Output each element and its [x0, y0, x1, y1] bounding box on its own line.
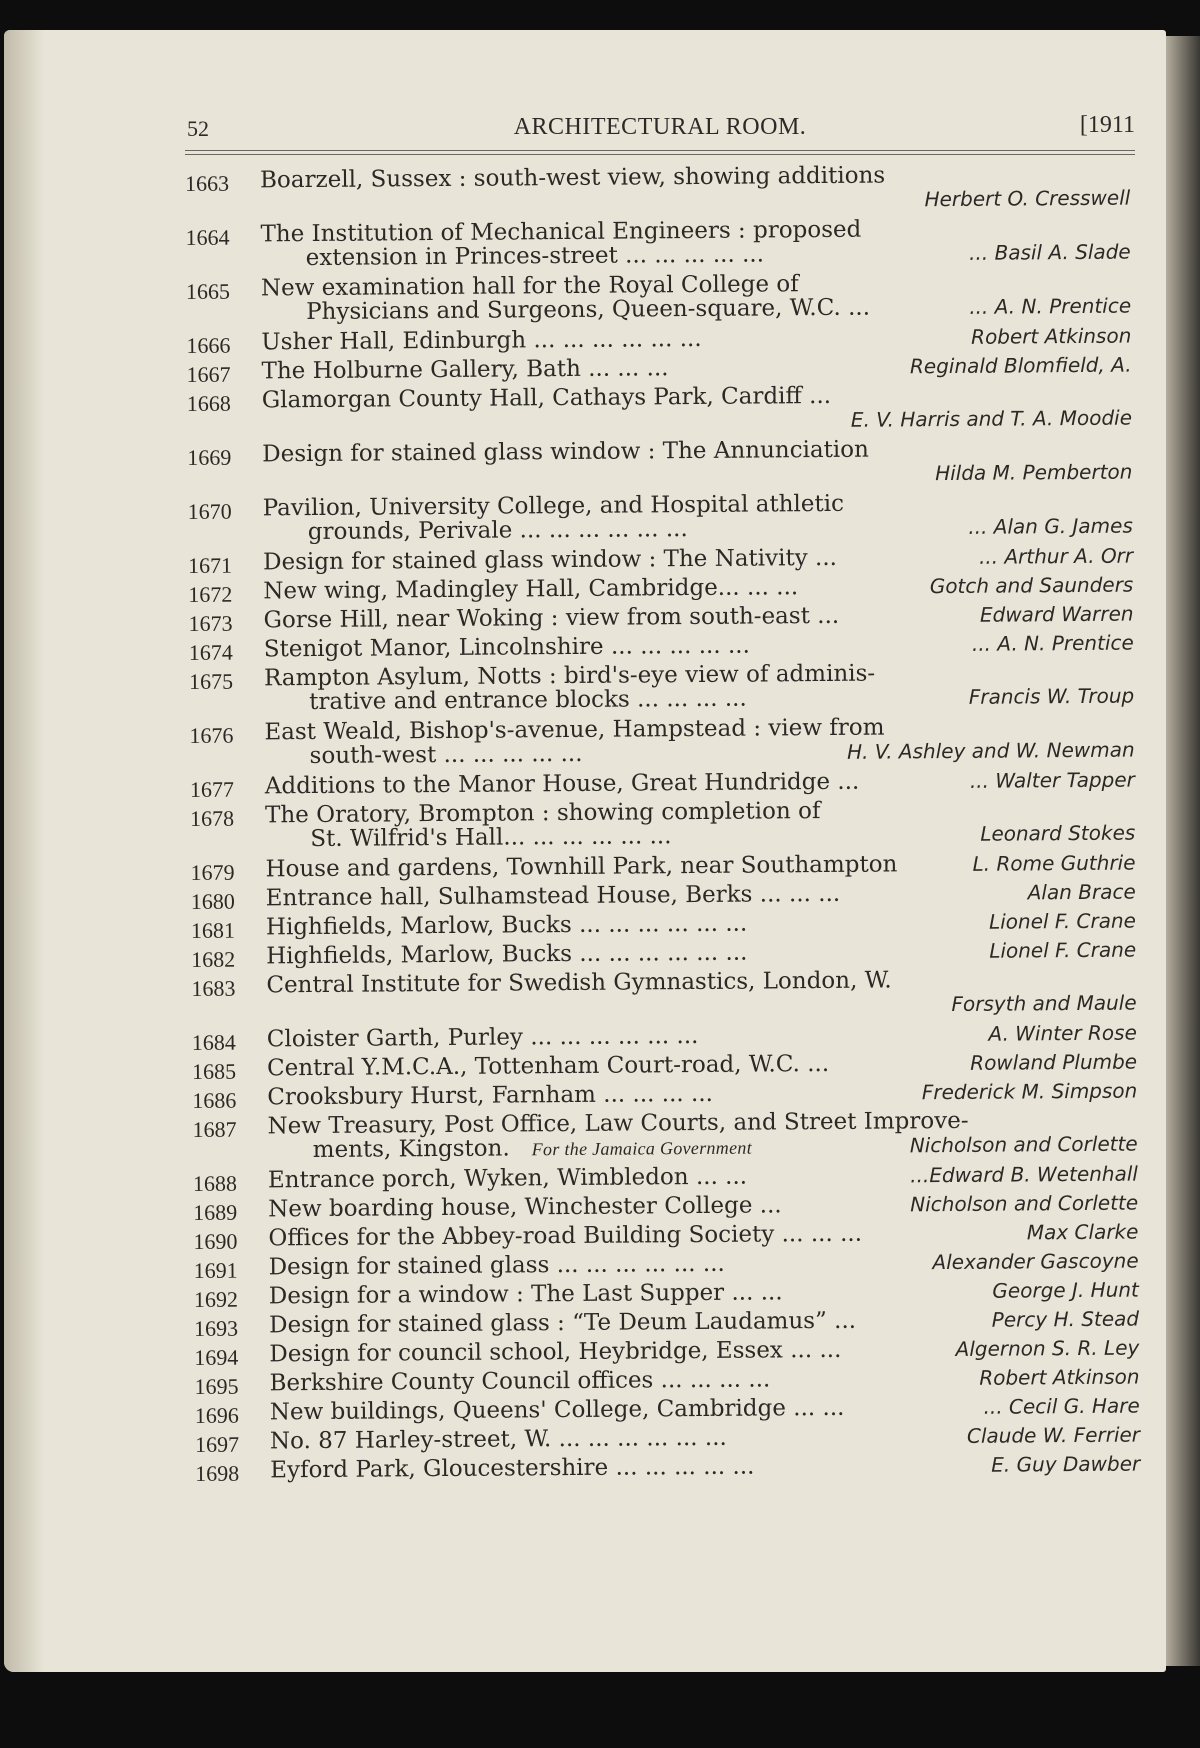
entry-number: 1687 — [192, 1116, 237, 1142]
entry-number: 1670 — [187, 498, 232, 524]
architect-name: Hilda M. Pemberton — [935, 459, 1133, 486]
entry-number: 1698 — [195, 1460, 240, 1486]
entry-title: Gorse Hill, near Woking : view from south-east ... — [263, 602, 840, 634]
architect-name: ... Alan G. James — [968, 513, 1133, 539]
architect-name: Alan Brace — [1027, 879, 1136, 905]
entry-title: Design for stained glass : “Te Deum Laudamus” ... — [268, 1307, 857, 1339]
catalogue-entry — [192, 1106, 1152, 1168]
architect-name: Robert Atkinson — [979, 1364, 1140, 1390]
architect-name: Francis W. Troup — [968, 683, 1135, 709]
page-header — [185, 110, 1135, 150]
entry-title: Usher Hall, Edinburgh ... ... ... ... ... ... — [261, 325, 702, 356]
entry-title: Design for stained glass window : The Annunciation — [262, 436, 869, 468]
entry-title: New examination hall for the Royal College of — [260, 271, 799, 302]
entry-title: New Treasury, Post Office, Law Courts, and Street Improve- — [267, 1107, 969, 1140]
entry-title: Central Institute for Swedish Gymnastics, London, W. — [266, 967, 892, 999]
architect-name: Algernon S. R. Ley — [955, 1335, 1140, 1361]
architect-name: ... Arthur A. Orr — [978, 543, 1134, 569]
entry-title: Stenigot Manor, Lincolnshire ... ... ... ... ... — [263, 632, 750, 663]
entry-number: 1686 — [192, 1087, 237, 1113]
entry-number: 1677 — [189, 776, 234, 802]
entry-title: The Institution of Mechanical Engineers : proposed — [260, 216, 862, 248]
catalogue-entry — [187, 380, 1147, 442]
entry-title-continued — [309, 686, 747, 715]
architect-name: Lionel F. Crane — [988, 908, 1137, 934]
architect-name: ... Walter Tapper — [969, 767, 1135, 793]
entry-number: 1680 — [190, 888, 235, 914]
entry-number: 1692 — [193, 1286, 238, 1312]
entry-title: Offices for the Abbey-road Building Society ... ... ... — [268, 1220, 863, 1252]
entry-title: New buildings, Queens' College, Cambridge ... ... — [269, 1394, 845, 1426]
entry-title-continued-text: trative and entrance blocks ... ... ... ... — [309, 685, 747, 716]
entry-title-continued — [306, 241, 764, 271]
entry-number: 1669 — [187, 444, 232, 470]
catalogue-entry — [185, 214, 1145, 276]
architect-name: E. V. Harris and T. A. Moodie — [850, 405, 1133, 432]
entry-title: The Oratory, Brompton : showing completion of — [264, 798, 821, 829]
entry-number: 1697 — [194, 1431, 240, 1457]
architect-name: E. Guy Dawber — [991, 1451, 1141, 1477]
entry-title: Entrance porch, Wyken, Wimbledon ... ... — [267, 1163, 748, 1194]
entry-title: New boarding house, Winchester College ... — [268, 1192, 782, 1223]
entry-title-continued-text: extension in Princes-street ... ... ... ... ... — [305, 241, 765, 272]
entry-number: 1664 — [185, 224, 230, 250]
header-rule-double — [185, 154, 1135, 155]
header-rule — [185, 150, 1135, 151]
architect-name: ... A. N. Prentice — [971, 630, 1134, 656]
entry-title: Additions to the Manor House, Great Hundridge ... — [264, 768, 860, 800]
entry-number: 1693 — [194, 1315, 239, 1341]
architect-name: Herbert O. Cresswell — [924, 185, 1131, 212]
entry-number: 1667 — [186, 361, 231, 387]
architect-name: Alexander Gascoyne — [932, 1248, 1139, 1275]
entry-title: House and gardens, Townhill Park, near Southampton — [265, 851, 898, 883]
entry-title-continued — [313, 1134, 752, 1164]
catalogue-entry — [189, 658, 1149, 720]
entry-title: The Holburne Gallery, Bath ... ... ... — [261, 355, 669, 385]
architect-name: George J. Hunt — [992, 1277, 1139, 1303]
entry-number: 1678 — [190, 805, 235, 831]
entry-number: 1689 — [193, 1199, 238, 1225]
entry-title-continued-text: south-west ... ... ... ... ... — [309, 740, 583, 770]
architect-name: Frederick M. Simpson — [921, 1078, 1138, 1105]
entry-title: New wing, Madingley Hall, Cambridge... ... ... — [263, 574, 799, 605]
entry-title: No. 87 Harley-street, W. ... ... ... ... ... ... — [269, 1424, 727, 1455]
architect-name: Forsyth and Maule — [951, 990, 1137, 1017]
year-marker: [1911 — [1079, 112, 1135, 138]
entry-number: 1668 — [186, 390, 231, 416]
entry-number: 1671 — [188, 552, 233, 578]
entry-title: Design for a window : The Last Supper ... ... — [268, 1279, 783, 1310]
entry-number: 1694 — [194, 1344, 239, 1370]
entry-title: Eyford Park, Gloucestershire ... ... ... ... ... — [270, 1453, 755, 1484]
architect-name: Leonard Stokes — [980, 820, 1136, 846]
entry-title-continued — [310, 741, 583, 769]
catalogue-entry — [190, 795, 1150, 857]
entry-number: 1682 — [191, 946, 236, 972]
architect-name: L. Rome Guthrie — [972, 850, 1136, 876]
entry-title: Berkshire County Council offices ... ... ... ... — [269, 1366, 771, 1397]
entry-title: Glamorgan County Hall, Cathays Park, Cardiff ... — [261, 382, 832, 414]
architect-name: Percy H. Stead — [991, 1306, 1140, 1332]
catalogue-entry — [186, 268, 1146, 330]
entry-title: Pavilion, University College, and Hospital athletic — [262, 490, 845, 522]
entry-number: 1679 — [190, 859, 235, 885]
entry-number: 1676 — [189, 722, 234, 748]
architect-name: Robert Atkinson — [971, 323, 1132, 349]
architect-name: A. Winter Rose — [988, 1020, 1137, 1046]
entry-number: 1690 — [193, 1228, 238, 1254]
entry-number: 1673 — [188, 610, 233, 636]
architect-name: Lionel F. Crane — [989, 937, 1137, 963]
entry-number: 1675 — [188, 668, 234, 694]
entry-number: 1683 — [191, 975, 236, 1001]
entry-number: 1681 — [190, 917, 236, 943]
entry-title-continued — [310, 823, 671, 852]
architect-name: Max Clarke — [1026, 1219, 1139, 1245]
catalogue-entry — [189, 712, 1149, 774]
entry-title: Central Y.M.C.A., Tottenham Court-road, W.C. ... — [266, 1050, 830, 1082]
entry-title-continued-text: Physicians and Surgeons, Queen-square, W.C. ... — [306, 294, 871, 326]
entry-number: 1696 — [194, 1402, 239, 1428]
architect-name: Edward Warren — [979, 601, 1134, 627]
architect-name: Gotch and Saunders — [929, 572, 1134, 599]
entry-number: 1695 — [194, 1373, 239, 1399]
entry-title: Boarzell, Sussex : south-west view, showing additions — [259, 162, 886, 194]
entry-number: 1666 — [186, 332, 231, 358]
catalogue-entry — [187, 434, 1147, 496]
entry-title-continued — [306, 295, 870, 325]
entry-number: 1665 — [185, 278, 231, 304]
catalogue-entries — [185, 160, 1155, 1486]
architect-name: Nicholson and Corlette — [910, 1190, 1139, 1217]
architect-name: ... Cecil G. Hare — [983, 1393, 1140, 1419]
architect-name: ... Basil A. Slade — [969, 239, 1131, 265]
entry-title-continued-text: ments, Kingston. — [312, 1135, 510, 1164]
page-title: ARCHITECTURAL ROOM. — [513, 114, 807, 140]
entry-note: For the Jamaica Government — [531, 1137, 753, 1160]
architect-name: Claude W. Ferrier — [966, 1422, 1141, 1448]
entry-number: 1685 — [191, 1058, 237, 1084]
entry-title: Design for stained glass window : The Nativity ... — [262, 544, 838, 576]
book-spine — [1160, 36, 1200, 1666]
architect-name: Rowland Plumbe — [970, 1049, 1138, 1075]
entry-title-continued-text: grounds, Perivale ... ... ... ... ... ... — [307, 516, 688, 546]
architect-name: Nicholson and Corlette — [909, 1131, 1138, 1158]
entry-title: Design for stained glass ... ... ... ... ... ... — [268, 1250, 725, 1281]
catalogue-entry — [185, 160, 1145, 222]
entry-title: Highfields, Marlow, Bucks ... ... ... ... ... ... — [265, 910, 748, 941]
page-gutter — [4, 30, 44, 1672]
page-number: 52 — [187, 116, 209, 141]
entry-title-continued-text: St. Wilfrid's Hall... ... ... ... ... ... — [310, 823, 672, 853]
entry-title: Highfields, Marlow, Bucks ... ... ... ... ... ... — [266, 939, 748, 970]
catalogue-entry — [188, 488, 1148, 550]
catalogue-entry — [191, 965, 1151, 1027]
architect-name: Reginald Blomfield, A. — [909, 352, 1132, 379]
architect-name: H. V. Ashley and W. Newman — [846, 737, 1135, 764]
entry-title: Crooksbury Hurst, Farnham ... ... ... ... — [267, 1080, 714, 1111]
entry-title-continued — [308, 516, 688, 545]
entry-title: Entrance hall, Sulhamstead House, Berks ... ... ... — [265, 880, 841, 912]
entry-number: 1684 — [191, 1029, 236, 1055]
entry-number: 1691 — [193, 1257, 238, 1283]
architect-name: ...Edward B. Wetenhall — [910, 1161, 1139, 1188]
entry-number: 1688 — [192, 1170, 238, 1196]
architect-name: ... A. N. Prentice — [969, 293, 1132, 319]
entry-number: 1672 — [188, 581, 233, 607]
entry-title: Cloister Garth, Purley ... ... ... ... ... ... — [266, 1022, 699, 1053]
entry-title: Design for council school, Heybridge, Essex ... ... — [269, 1336, 842, 1368]
entry-title: East Weald, Bishop's-avenue, Hampstead : view from — [264, 714, 885, 746]
entry-number: 1674 — [188, 639, 233, 665]
entry-title: Rampton Asylum, Notts : bird's-eye view of adminis- — [263, 660, 876, 692]
entry-number: 1663 — [185, 170, 230, 196]
